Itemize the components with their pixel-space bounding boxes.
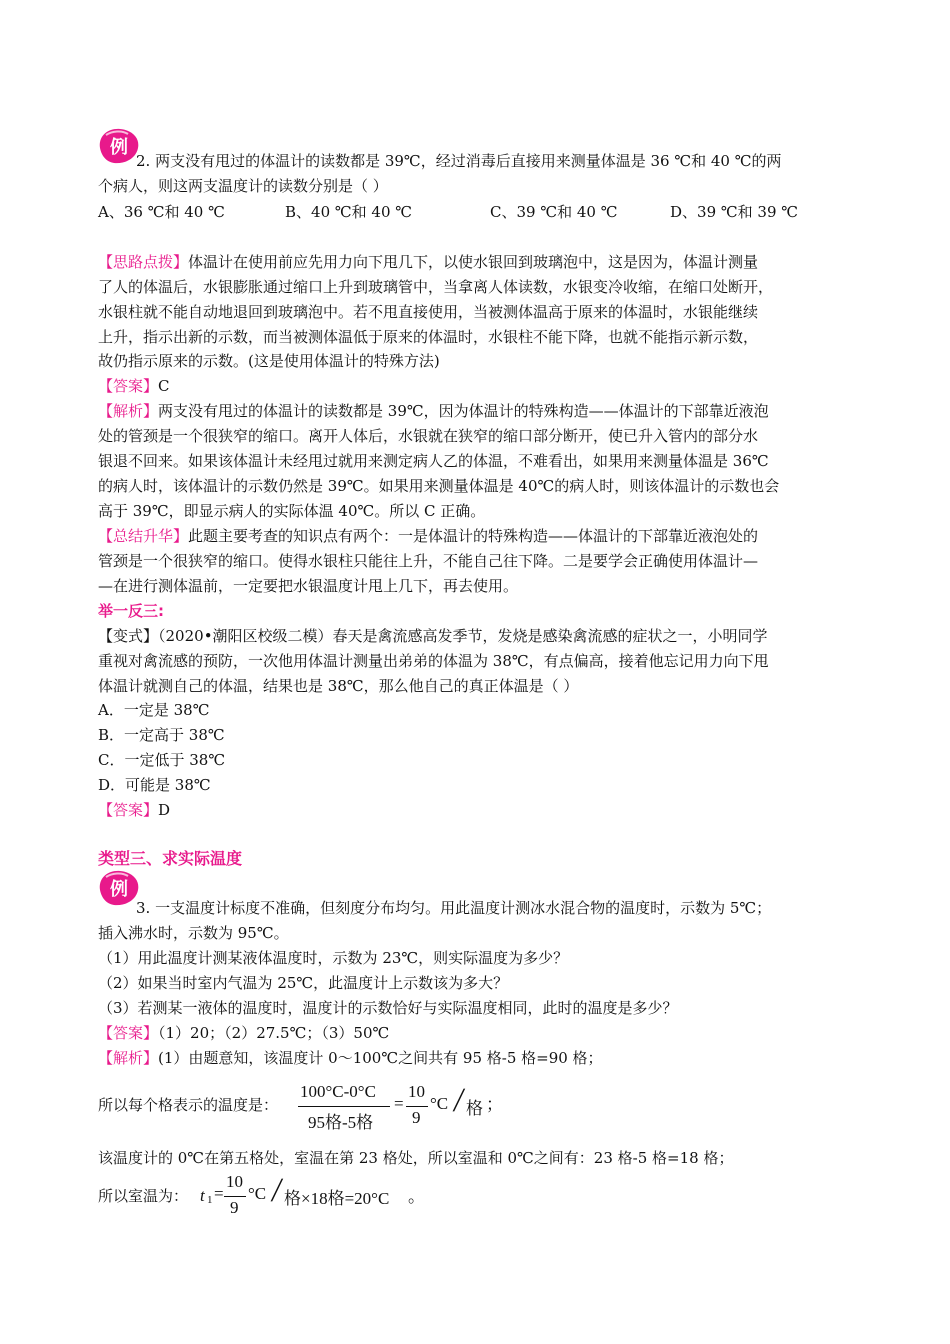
q3-sub1: （1）用此温度计测某液体温度时，示数为 23℃，则实际温度为多少？ — [98, 949, 569, 967]
q3-line1: 3. 一支温度计标度不准确，但刻度分布均匀。用此温度计测冰水混合物的温度时，示数为 5℃； — [136, 899, 772, 917]
variant-option-d: D．可能是 38℃ — [98, 776, 211, 794]
q2-line2: 个病人，则这两支温度计的读数分别是（ ） — [98, 177, 388, 195]
formula2-var: t — [200, 1186, 205, 1205]
svg-text:例: 例 — [110, 137, 128, 158]
variant-option-a: A．一定是 38℃ — [98, 701, 210, 719]
formula1-den2: 9 — [412, 1108, 421, 1127]
variant-answer: 【答案】D — [98, 801, 171, 819]
q2-hint-line1: 【思路点拨】体温计在使用前应先用力向下甩几下，以使水银回到玻璃泡中，这是因为，体温计测量 — [98, 253, 759, 271]
q2-analysis-line3: 银退不回来。如果该体温计未经甩过就用来测定病人乙的体温，不难看出，如果用来测量体温是 36℃ — [98, 452, 769, 470]
formula2-slash: / — [269, 1172, 285, 1209]
variant-line1: 【变式】（2020•潮阳区校级二模）春天是禽流感高发季节，发烧是感染禽流感的症状之一，小明同学 — [98, 627, 768, 645]
formula2-tail: 。 — [408, 1187, 425, 1206]
formula1-per: 格 — [466, 1099, 483, 1118]
formula1-bar2 — [406, 1106, 428, 1107]
q3-sub2: （2）如果当时室内气温为 25℃，此温度计上示数该为多大？ — [98, 974, 509, 992]
formula2 — [198, 1170, 428, 1220]
q3-analysis-line1: 【解析】(1）由题意知，该温度计 0～100℃之间共有 95 格-5 格=90 格； — [98, 1049, 603, 1067]
formula1-eq: = — [394, 1094, 404, 1113]
q3-room-line: 该温度计的 0℃在第五格处，室温在第 23 格处，所以室温和 0℃之间有：23 格-5 格=18 格； — [98, 1149, 734, 1167]
formula2-prefix: 所以室温为： — [98, 1187, 189, 1205]
formula1-num2: 10 — [408, 1082, 425, 1101]
variant-option-c: C．一定低于 38℃ — [98, 751, 226, 769]
q2-option-b: B、40 ℃和 40 ℃ — [285, 203, 413, 221]
q2-line1: 2. 两支没有甩过的体温计的读数都是 39℃，经过消毒后直接用来测量体温是 36 ℃和 40 ℃的两 — [136, 152, 782, 170]
formula1-tail: ； — [486, 1095, 503, 1114]
formula2-sub: 1 — [207, 1194, 213, 1206]
formula2-rest: 格×18格=20°C — [284, 1189, 390, 1208]
variant-heading: 举一反三: — [98, 602, 164, 620]
q2-hint-line2: 了人的体温后，水银膨胀通过缩口上升到玻璃管中，当拿离人体读数，水银变冷收缩，在缩口处断开， — [98, 278, 774, 296]
q2-hint-line5: 故仍指示原来的示数。(这是使用体温计的特殊方法) — [98, 352, 440, 370]
q2-analysis-line5: 高于 39℃，即显示病人的实际体温 40℃。所以 C 正确。 — [98, 502, 486, 520]
formula2-eq: = — [214, 1184, 224, 1203]
formula1-slash: / — [451, 1082, 467, 1119]
q2-hint-line4: 上升，指示出新的示数，而当被测体温低于原来的体温时，水银柱不能下降，也就不能指示新示数， — [98, 328, 759, 346]
formula1-prefix: 所以每个格表示的温度是： — [98, 1096, 279, 1114]
variant-option-b: B．一定高于 38℃ — [98, 726, 225, 744]
q2-option-c: C、39 ℃和 40 ℃ — [490, 203, 618, 221]
q2-analysis-line2: 处的管颈是一个很狭窄的缩口。离开人体后，水银就在狭窄的缩口部分断开，使已升入管内的部分水 — [98, 427, 759, 445]
q3-sub3: （3）若测某一液体的温度时，温度计的示数恰好与实际温度相同，此时的温度是多少？ — [98, 999, 678, 1017]
variant-line3: 体温计就测自己的体温，结果也是 38℃，那么他自己的真正体温是（ ） — [98, 677, 579, 695]
q2-summary-line1: 【总结升华】此题主要考查的知识点有两个：一是体温计的特殊构造——体温计的下部靠近液泡处的 — [98, 527, 759, 545]
hint-tag: 【思路点拨】 — [98, 253, 189, 271]
q2-option-a: A、36 ℃和 40 ℃ — [98, 203, 225, 221]
formula2-num: 10 — [226, 1172, 243, 1191]
formula1-num1: 100°C-0°C — [300, 1082, 376, 1101]
formula1-bar1 — [298, 1106, 390, 1107]
q2-analysis-line4: 的病人时，该体温计的示数仍然是 39℃。如果用来测量体温是 40℃的病人时，则该体温计的示数也会 — [98, 477, 780, 495]
q3-answer: 【答案】（1）20；（2）27.5℃；（3）50℃ — [98, 1024, 390, 1042]
q2-hint-line3: 水银柱就不能自动地退回到玻璃泡中。若不甩直接使用，当被测体温高于原来的体温时，水银能继续 — [98, 303, 759, 321]
type3-heading: 类型三、求实际温度 — [98, 849, 243, 868]
q3-line2: 插入沸水时，示数为 95℃。 — [98, 924, 289, 942]
q2-analysis-line1: 【解析】两支没有甩过的体温计的读数都是 39℃，因为体温计的特殊构造——体温计的下部靠近液泡 — [98, 402, 769, 420]
formula2-unit: °C — [248, 1184, 267, 1203]
variant-line2: 重视对禽流感的预防，一次他用体温计测量出弟弟的体温为 38℃，有点偏高，接着他忘记用力向下甩 — [98, 652, 769, 670]
svg-text:例: 例 — [110, 879, 128, 900]
q2-summary-line3: —在进行测体温前，一定要把水银温度计甩上几下，再去使用。 — [98, 577, 519, 595]
q2-summary-line2: 管颈是一个很狭窄的缩口。使得水银柱只能往上升，不能自己往下降。二是要学会正确使用体温计— — [98, 552, 759, 570]
q2-option-d: D、39 ℃和 39 ℃ — [670, 203, 799, 221]
formula2-den: 9 — [230, 1198, 239, 1217]
q2-answer: 【答案】C — [98, 377, 170, 395]
formula2-bar — [224, 1196, 246, 1197]
formula1-den1: 95格-5格 — [308, 1113, 374, 1132]
formula1-unit: °C — [430, 1094, 449, 1113]
formula1 — [298, 1080, 503, 1132]
